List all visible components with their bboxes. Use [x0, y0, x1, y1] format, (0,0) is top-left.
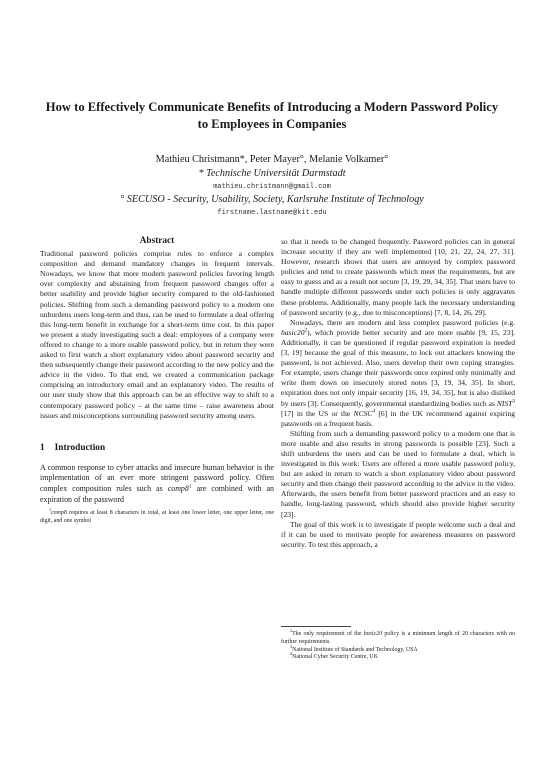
affiliation-tu-darmstadt: * Technische Universität Darmstadt — [198, 168, 346, 179]
p2-text-a: Nowadays, there are modern and less complex password policies (e.g. — [290, 317, 515, 327]
footnote-rule — [281, 626, 351, 627]
right-paragraph-3: Shifting from such a demanding password policy to a modern one that is more usable and also results in strong passwords is possible [23]. Such a shift unburdens the users and can be used to formulate a deal, which is investigated in this work: Users are offered a more usable password policy, but are asked in return to watch a short explanatory video about password security and then change their password according to the advice in the video. Afterwards, the users benefit from better password practices and an easy to handle, long-lasting password, which should also provide higher security [23]. — [281, 428, 515, 519]
right-paragraph-2 — [281, 318, 515, 429]
footnote-ref-4: 4 — [372, 408, 376, 415]
footnote-2 — [281, 628, 515, 647]
footnote-2-mark: 2 — [290, 628, 293, 634]
footnote-ref-3: 3 — [512, 397, 515, 404]
footnote-1-mark: 1 — [49, 507, 52, 513]
email-christmann: mathieu.christmann@gmail.com — [213, 183, 331, 191]
footnote-4 — [281, 651, 515, 662]
p2-term-nist: NIST — [496, 398, 513, 408]
p2-text-b: ), which provide better security and are more usable [9, 15, 23]. Additionally, it can be questioned if regular password expiration is needed [3, 19] because the goal of this measure, to lock out attackers knowing the password, is not achieved. Also, users develop their own coping strategies. For example, users change their passwords once expired only minimally and write them down on insecurely stored notes [3, 19, 34, 35]. In short, expiration does not only impair security [16, 19, 34, 35], but is also disliked by users [3]. Consequently, governmental standardizing bodies such as — [281, 327, 515, 408]
right-paragraph-1: so that it needs to be changed frequently. Password policies can in general increase security if they are well implemented [10, 21, 22, 24, 27, 31]. However, research shows that users are annoyed by complex password policies and tend to create passwords which meet the requirements, but are easy to guess and as a result not secure [3, 19, 29, 34, 35]. That users have to handle multiple different passwords under such policies is only aggravates these problems. Additionally, many people lack the necessary understanding of password security (e.g., due to misconceptions) [7, 8, 14, 26, 29]. — [281, 237, 515, 317]
section-title: Introduction — [54, 442, 106, 453]
footnote-3-text: National Institute of Standards and Technology, USA — [292, 646, 418, 653]
right-column — [281, 237, 515, 550]
p2-text-c: [17] in the US or the — [281, 408, 351, 418]
footnote-3-mark: 3 — [290, 643, 293, 649]
footnote-1-term: comp8 — [51, 510, 67, 517]
footnote-4-mark: 4 — [290, 651, 293, 657]
paper-title: How to Effectively Communicate Benefits of Introducing a Modern Password Policy to Employees in Companies — [45, 100, 499, 131]
author-list: Mathieu Christmann*, Peter Mayer°, Melanie Volkamer° — [155, 154, 389, 165]
affiliation-secuso-kit: ° SECUSO - Security, Usability, Society, Karlsruhe Institute of Technology — [120, 194, 424, 205]
footnote-4-text: National Cyber Security Centre, UK — [292, 654, 378, 661]
p2-text-d: [6] in the UK recommend against expiring passwords on a frequent basis. — [281, 408, 516, 428]
intro-paragraph — [40, 463, 274, 505]
section-number: 1 — [40, 442, 45, 453]
footnote-ref-1: 1 — [188, 483, 192, 490]
p2-term-basic20: basic20 — [281, 327, 305, 337]
p2-term-ncsc: NCSC — [353, 408, 373, 418]
footnote-1-text: requires at least 8 characters in total, at least one lower letter, one upper letter, one digit, and one symbol — [40, 510, 274, 524]
intro-text-pre: A common response to cyber attacks and insecure human behavior is the implementation of an ever more stringent password policy. Often complex composition rules such as — [40, 462, 274, 493]
section-heading-introduction — [40, 443, 274, 453]
intro-text-post: are combined with an expiration of the password — [40, 483, 274, 504]
footnote-1 — [40, 507, 274, 526]
abstract-heading: Abstract — [139, 236, 175, 246]
intro-term-comp8: comp8 — [167, 483, 189, 493]
footnote-2-term: basic20 — [363, 631, 383, 637]
email-kit: firstname.lastname@kit.edu — [217, 209, 327, 217]
left-column — [40, 236, 274, 526]
footnote-2-text-a: The only requirement of the — [292, 631, 362, 637]
abstract-text: Traditional password policies comprise rules to enforce a complex composition and demand mandatory changes in frequent intervals. Nowadays, we know that more modern password policies favoring length over complexity and abstaining from frequent password changes offer a better usability and provide higher security compared to the old-fashioned policies. Shifting from such a demanding password policy to a modern one unburdens users long-term and thus, can be used to formulate a deal offering this long-term benefit in exchange for a short-term time cost. In this paper we present a study investigating such a deal: employees of a company were offered to change to a more usable password policy, but in return they were asked to first watch a short explanatory video about password security and then subsequently change their password according to the new policy and the advice in the video. To that end, we created a communication package comprising an introductory email and an explanatory video. The results of our user study show that this approach can be an effective way to shift to a contemporary password policy – at the same time – raise awareness about issues and misconceptions surrounding password security among users. — [40, 249, 274, 420]
footnote-ref-2: 2 — [304, 327, 308, 334]
footnote-2-text-b: policy is a minimum length of 20 characters with no further requirements. — [281, 631, 515, 645]
right-paragraph-4: The goal of this work is to investigate if people welcome such a deal and if it can be used to motivate people for awareness measures on password security. To test this approach, a — [281, 519, 515, 549]
footnotes-right — [281, 626, 515, 662]
